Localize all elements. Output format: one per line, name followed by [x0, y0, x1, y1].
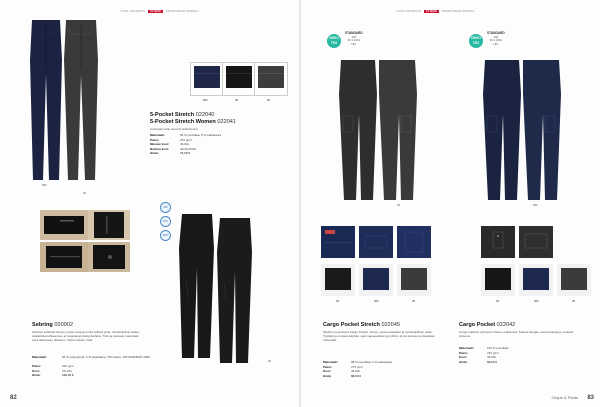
- swatch-caption: 95: [412, 299, 416, 303]
- oeko-tex-badge: OEKO TEX: [469, 34, 483, 48]
- color-swatch-grey[interactable]: [557, 264, 591, 296]
- page-number: 82: [10, 395, 17, 401]
- color-swatch-black[interactable]: [321, 264, 355, 296]
- color-swatch-navy[interactable]: [359, 264, 393, 296]
- pants-photo-grey: [62, 20, 100, 182]
- photo-caption: 580: [533, 204, 538, 207]
- cargo-stretch-description: Moderni ja joustava Cargo Pocket -housu, jossa reisitaskut ja vetoketjullinen tasku. Tyylikäs ja mukava käyttää, sopii vapaa-aikaan ja työhön. Hyvä istuvuus ja laadukas materiaali.: [323, 330, 435, 343]
- photo-caption: 99: [397, 204, 400, 207]
- cargo-stretch-spec-table: Materiaali: 98 % puuvillaa, 2 % elastaania Paino: 275 g/m² Koot: 46-60L Hinta: 88,00 €: [323, 360, 392, 378]
- detail-photo-2: [88, 210, 130, 240]
- standard-label: STANDARD 100 20.1.1031 HKI: [487, 31, 505, 46]
- product-title-women: 5-Pocket Stretch Women 022041: [150, 119, 237, 125]
- cargo-pocket-spec-table: Materiaali: 100 % puuvillaa Paino: 270 g/m² Koot: 46-60L Hinta: 69,00 €: [459, 346, 509, 364]
- sebring-pants-photo: [176, 208, 256, 368]
- sebring-description: Tekniset softshell-housut, joissa vettä ja tuulta hylkivä pinta. Vetoketjulliset taskut, säädettävä lahkeensuu ja heijastavat yksityiskohdat. Tiivis ja joustava materiaali, sopii aktiiviseen ulkoiluun. Myös naisten malli.: [32, 330, 140, 343]
- product-subtitle: Joukowski teille olevat 5-taskuhousut: [150, 127, 198, 131]
- left-page: [0, 0, 299, 407]
- detail-swatch-1[interactable]: [321, 226, 355, 258]
- waterproof-icon: WP: [160, 202, 171, 213]
- sebring-title: Sebring 020902: [32, 322, 74, 328]
- detail-swatch-3[interactable]: [397, 226, 431, 258]
- photo-caption: 99: [268, 360, 271, 363]
- photo-caption: 580: [42, 184, 47, 187]
- detail-swatch-4[interactable]: [481, 226, 515, 258]
- thumb-caption: 580: [203, 98, 208, 102]
- right-page: [301, 0, 600, 407]
- swatch-caption: 95: [572, 299, 576, 303]
- header-company-label: PROMOWEAR NORWAY: [441, 10, 475, 13]
- thumb-caption: 95: [267, 98, 271, 102]
- swatch-caption: 580: [534, 299, 539, 303]
- cargo-stretch-title: Cargo Pocket Stretch 022045: [323, 322, 401, 328]
- oeko-tex-badge: OEKO TEX: [327, 34, 341, 48]
- product-title: 5-Pocket Stretch 022040: [150, 112, 215, 118]
- detail-photo-1: [40, 210, 88, 240]
- photo-caption: 99: [83, 192, 86, 195]
- color-swatch-grey[interactable]: [397, 264, 431, 296]
- swatch-caption: 580: [374, 299, 379, 303]
- page-header: [396, 10, 475, 13]
- swatch-caption: 99: [496, 299, 500, 303]
- sebring-spec-table: Materiaali: 94 % polyesteriä, 6 % elastaania, TPU-kalvo, WP 8000/MVP 2000 Paino: 320 g/m² Koot: XS-3XL Hinta: 109,00 €: [32, 355, 150, 377]
- swatch-caption: 99: [336, 299, 340, 303]
- header-company-label: PROMOWEAR NORWAY: [165, 10, 199, 13]
- thumb-caption: 99: [235, 98, 239, 102]
- page-footer: Clique & Pants: [551, 395, 578, 400]
- header-section-label: YOUR CONTENTS: [120, 10, 146, 13]
- detail-swatch-5[interactable]: [519, 226, 553, 258]
- detail-photo-4: [88, 242, 130, 272]
- page-header: [120, 10, 199, 13]
- color-swatch-navy[interactable]: [519, 264, 553, 296]
- spec-table: Materiaali: 95 % puuvillaa, 5 % elastaania Paino: 270 g/m² Miesten koot: 46-62L Naisten koot: 34/30-46/30 Hinta: 74,00 €: [150, 133, 221, 155]
- cargo-stretch-photo: [337, 58, 419, 202]
- cargo-pocket-description: Cargo-mallinen työhousu Clique-mallistosta. Tukeva kangas, useita taskuja ja mukava istuvuus.: [459, 330, 574, 339]
- cargo-pocket-photo: [481, 58, 563, 202]
- color-swatch-black[interactable]: [481, 264, 515, 296]
- header-section-label: YOUR CONTENTS: [396, 10, 422, 13]
- detail-swatch-2[interactable]: [359, 226, 393, 258]
- color-thumb-grey[interactable]: [254, 62, 288, 96]
- pants-photo-navy: [28, 20, 64, 182]
- detail-photo-3: [40, 242, 88, 272]
- tpu-icon: TPU: [160, 216, 171, 227]
- brand-logo: CLIQUE: [426, 10, 438, 13]
- color-thumb-black[interactable]: [222, 62, 256, 96]
- brand-logo: CLIQUE: [150, 10, 162, 13]
- page-number: 83: [587, 395, 594, 401]
- standard-label: STANDARD 100 20.1.1031 HKI: [345, 31, 363, 46]
- breathable-icon: MVP: [160, 230, 171, 241]
- color-thumb-navy[interactable]: [190, 62, 224, 96]
- cargo-pocket-title: Cargo Pocket 022042: [459, 322, 516, 328]
